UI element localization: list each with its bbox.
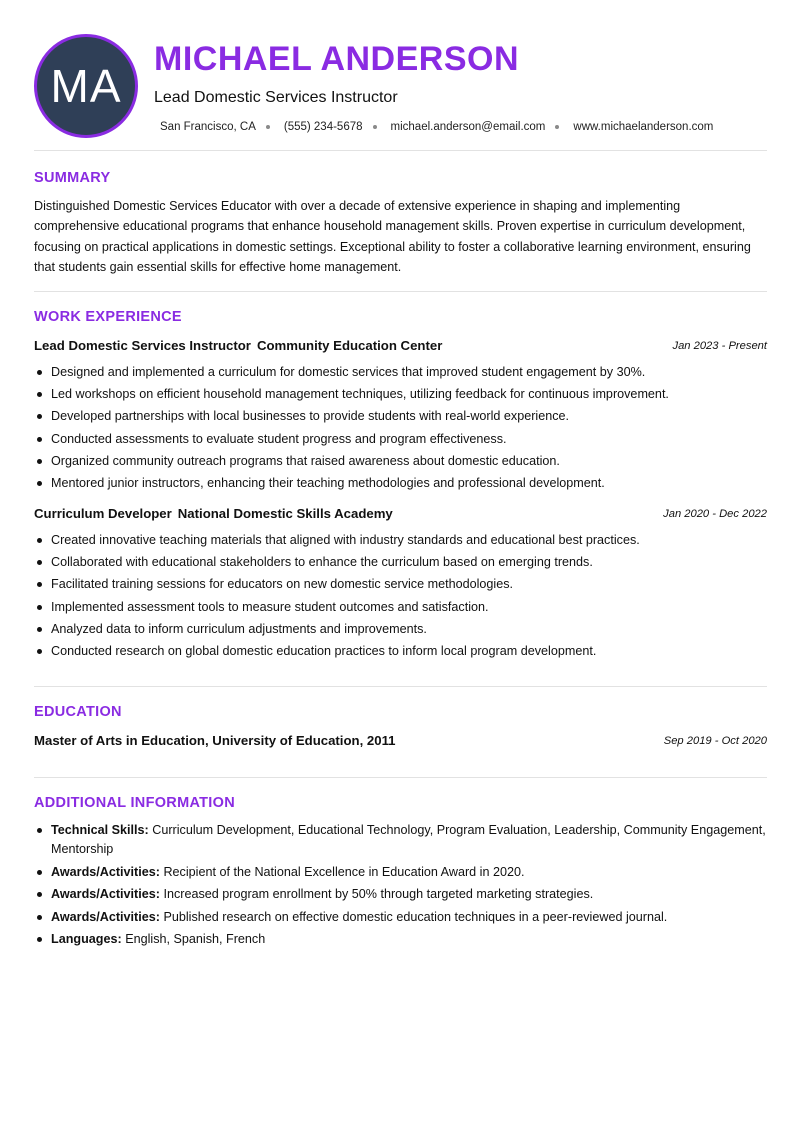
list-item: Facilitated training sessions for educators on new domestic service methodologies.	[34, 573, 767, 595]
contact-website[interactable]: www.michaelanderson.com	[573, 121, 714, 133]
list-item: Designed and implemented a curriculum for domestic services that improved student engagement by 30%.	[34, 361, 767, 383]
list-item: Implemented assessment tools to measure student outcomes and satisfaction.	[34, 596, 767, 618]
job-date: Jan 2023 - Present	[672, 340, 767, 352]
contact-location: San Francisco, CA	[160, 121, 256, 133]
list-item: Mentored junior instructors, enhancing their teaching methodologies and professional development.	[34, 472, 767, 494]
job-header	[34, 506, 767, 524]
job-bullets	[34, 361, 767, 494]
candidate-name: MICHAEL ANDERSON	[154, 40, 520, 78]
education-heading: EDUCATION	[34, 704, 122, 720]
list-item	[34, 908, 767, 927]
list-item: Analyzed data to inform curriculum adjustments and improvements.	[34, 618, 767, 640]
job-company: National Domestic Skills Academy	[177, 506, 393, 521]
contact-phone: (555) 234-5678	[283, 121, 363, 133]
divider	[34, 150, 767, 151]
job-bullets	[34, 529, 767, 662]
education-date: Sep 2019 - Oct 2020	[663, 735, 767, 747]
work-experience-heading: WORK EXPERIENCE	[34, 309, 182, 325]
summary-text: Distinguished Domestic Services Educator with over a decade of extensive experience in shaping and implementing comprehensive educational programs that enhance household management skills. Proven expertise in curriculum development, focusing on practical applications in domestic settings. Exceptional ability to foster a collaborative learning environment, ensuring that students gain essential skills for effective home management.	[34, 199, 751, 274]
list-item: Developed partnerships with local businesses to provide students with real-world experience.	[34, 405, 767, 427]
separator-dot-icon	[555, 125, 559, 129]
job-title-line	[34, 338, 442, 353]
candidate-title: Lead Domestic Services Instructor	[154, 89, 398, 106]
info-text: Curriculum Development, Educational Technology, Program Evaluation, Leadership, Community Engagement, Mentorship	[51, 823, 766, 856]
divider	[34, 777, 767, 778]
job-header	[34, 338, 767, 356]
info-text: Published research on effective domestic education techniques in a peer-reviewed journal.	[163, 909, 668, 924]
info-label: Technical Skills:	[51, 823, 149, 837]
list-item	[34, 821, 767, 859]
list-item: Collaborated with educational stakeholders to enhance the curriculum based on emerging trends.	[34, 551, 767, 573]
list-item	[34, 863, 767, 882]
info-label: Awards/Activities:	[51, 887, 160, 901]
info-label: Awards/Activities:	[51, 909, 160, 924]
summary-heading: SUMMARY	[34, 170, 111, 186]
divider	[34, 686, 767, 687]
job-title: Lead Domestic Services Instructor	[34, 338, 251, 353]
job-title-line	[34, 506, 393, 521]
divider	[34, 291, 767, 292]
list-item: Created innovative teaching materials that aligned with industry standards and educational best practices.	[34, 529, 767, 551]
additional-info-list	[34, 821, 767, 953]
contact-email[interactable]: michael.anderson@email.com	[390, 121, 546, 133]
job-company: Community Education Center	[256, 338, 443, 353]
info-text: Increased program enrollment by 50% through targeted marketing strategies.	[163, 887, 594, 901]
contact-info	[160, 121, 713, 133]
separator-dot-icon	[373, 125, 377, 129]
list-item	[34, 885, 767, 904]
info-text: English, Spanish, French	[125, 932, 266, 946]
info-text: Recipient of the National Excellence in Education Award in 2020.	[163, 864, 525, 879]
job-title: Curriculum Developer	[34, 506, 172, 521]
list-item: Conducted assessments to evaluate student progress and program effectiveness.	[34, 428, 767, 450]
education-entry	[34, 733, 767, 751]
avatar	[34, 34, 138, 138]
separator-dot-icon	[266, 125, 270, 129]
resume-header	[34, 34, 767, 138]
info-label: Languages:	[51, 932, 122, 946]
avatar-initials: MA	[50, 60, 122, 112]
education-degree: Master of Arts in Education, University of Education, 2011	[34, 733, 396, 748]
list-item: Organized community outreach programs that raised awareness about domestic education.	[34, 450, 767, 472]
job-date: Jan 2020 - Dec 2022	[663, 508, 767, 520]
list-item	[34, 930, 767, 949]
info-label: Awards/Activities:	[51, 864, 160, 879]
list-item: Led workshops on efficient household management techniques, utilizing feedback for continuous improvement.	[34, 383, 767, 405]
list-item: Conducted research on global domestic education practices to inform local program development.	[34, 640, 767, 662]
additional-info-heading: ADDITIONAL INFORMATION	[34, 795, 235, 811]
